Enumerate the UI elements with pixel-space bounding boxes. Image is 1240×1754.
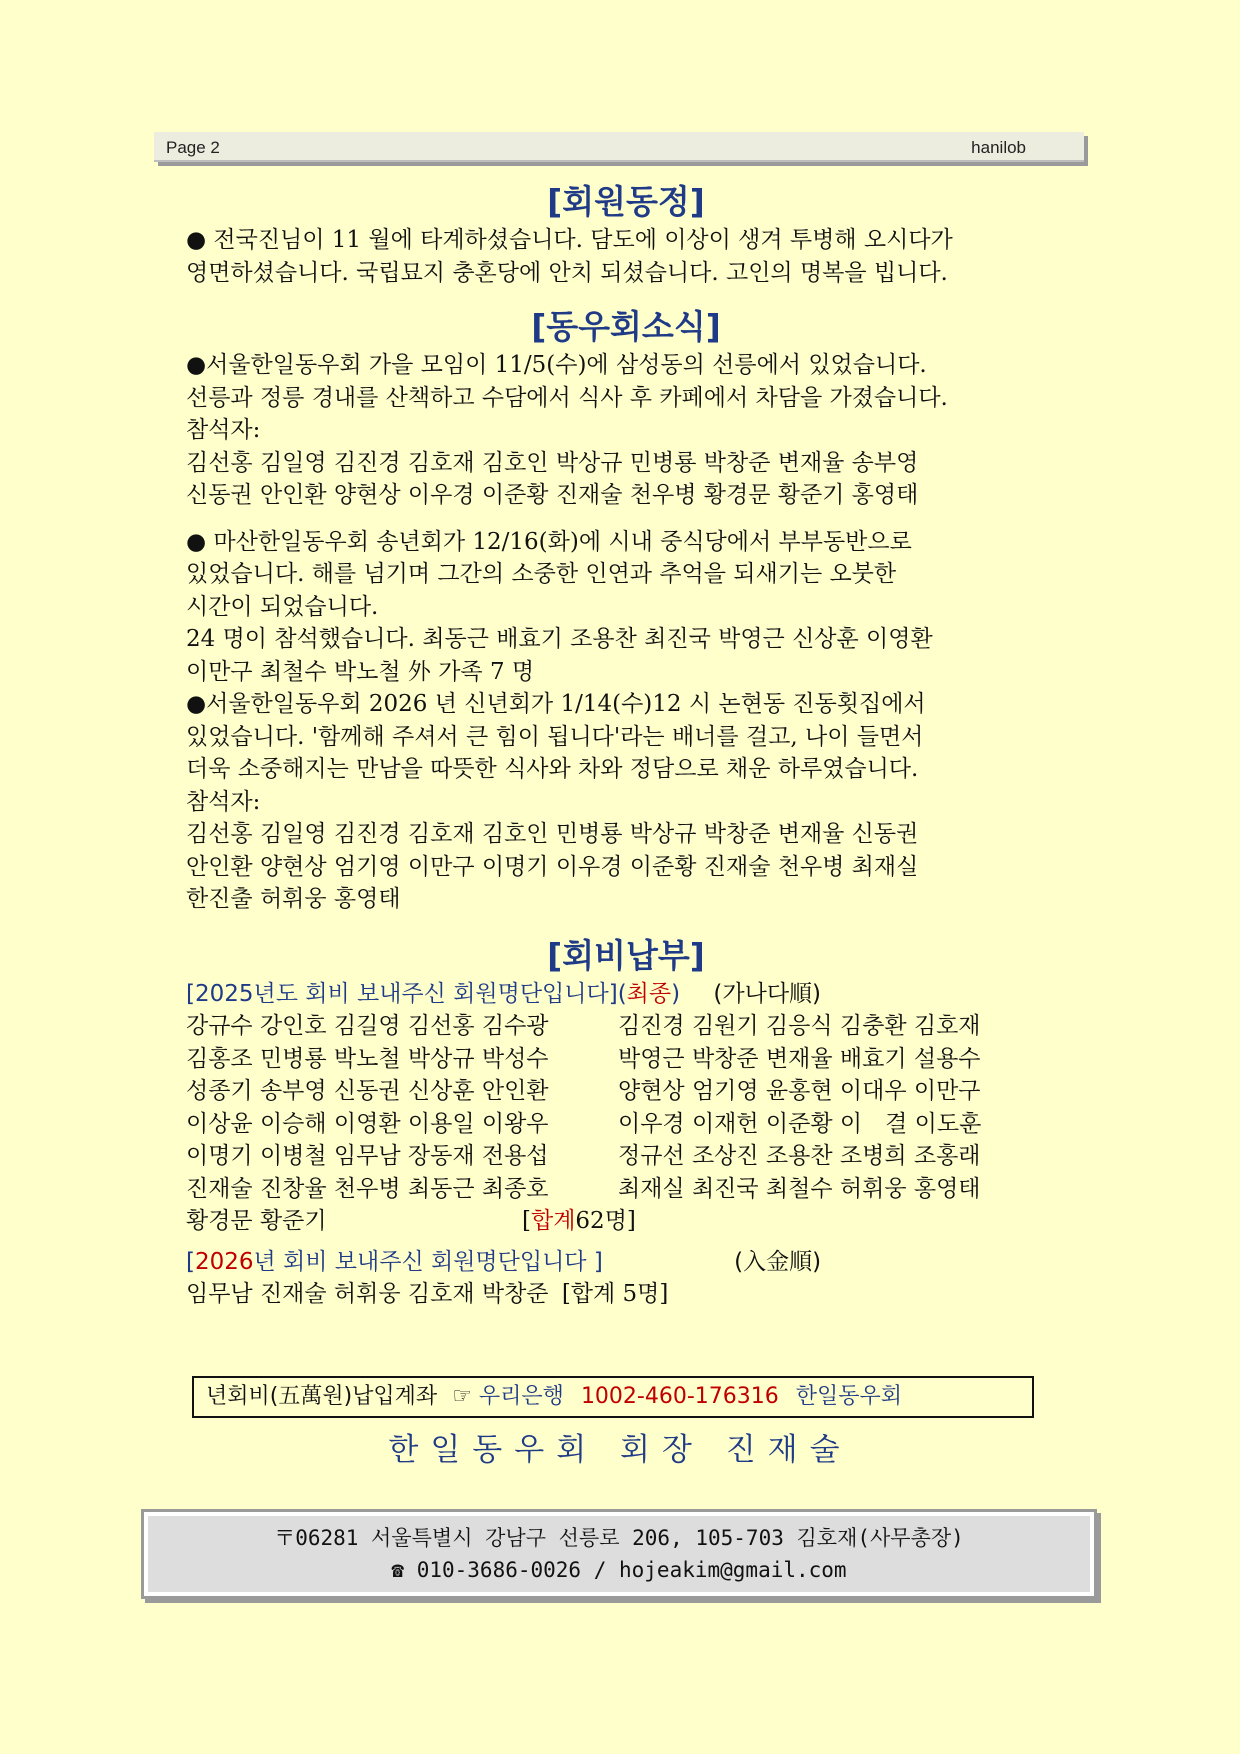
club-line: 신동권 안인환 양현상 이우경 이준황 진재술 천우병 황경문 황준기 홍영태 bbox=[186, 482, 919, 508]
section-title-club-news: [동우회소식] bbox=[531, 307, 721, 346]
dues-2025-heading bbox=[186, 978, 1066, 1011]
newsletter-name: hanilob bbox=[971, 138, 1026, 157]
dues-names-left: 강규수 강인호 김길영 김선홍 김수광 bbox=[186, 1013, 549, 1039]
dues-2026-total: [합계 5명] bbox=[561, 1281, 669, 1307]
dues-names-left: 이상윤 이승해 이영환 이용일 이왕우 bbox=[186, 1110, 549, 1137]
club-line: ● 마산한일동우회 송년회가 12/16(화)에 시내 중식당에서 부부동반으로 bbox=[186, 528, 912, 555]
account-number: 1002-460-176316 bbox=[580, 1384, 779, 1409]
section-title-member-news: [회원동정] bbox=[547, 182, 705, 221]
dues-names-left: 성종기 송부영 신동권 신상훈 안인환 bbox=[186, 1078, 549, 1104]
club-line: 이만구 최철수 박노철 外 가족 7 명 bbox=[186, 658, 535, 685]
dues-names-right: 김진경 김원기 김응식 김충환 김호재 bbox=[618, 1013, 981, 1039]
news-line: 영면하셨습니다. 국립묘지 충혼당에 안치 되셨습니다. 고인의 명복을 빕니다. bbox=[186, 259, 948, 286]
club-line: 안인환 양현상 엄기영 이만구 이명기 이우경 이준황 진재술 천우병 최재실 bbox=[186, 853, 919, 880]
footer-contact bbox=[144, 1512, 1094, 1596]
dues-row bbox=[186, 1173, 1066, 1206]
dues-2026-year: 2026 bbox=[194, 1248, 254, 1275]
dues-row-last bbox=[186, 1205, 1066, 1238]
dues-names-right: 정규선 조상진 조용찬 조병희 조홍래 bbox=[618, 1143, 981, 1169]
dues-2026-title: 년 회비 보내주신 회원명단입니다 ] bbox=[253, 1248, 603, 1275]
account-box bbox=[192, 1376, 1034, 1418]
footer-address: 〒06281 서울특별시 강남구 선릉로 206, 105-703 김호재(사무총장) bbox=[274, 1526, 964, 1550]
dues-row bbox=[186, 1010, 1066, 1043]
dues-2025-title: [2025년도 회비 보내주신 회원명단입니다] bbox=[186, 980, 618, 1007]
dues-2025-order: (가나다順) bbox=[713, 980, 822, 1007]
news-line: ● 전국진님이 11 월에 타계하셨습니다. 담도에 이상이 생겨 투병해 오시다가 bbox=[186, 227, 953, 253]
bracket: [ bbox=[522, 1208, 531, 1234]
section-title-dues: [회비납부] bbox=[547, 935, 705, 975]
dues-names-left: 진재술 진창율 천우병 최동근 최종호 bbox=[186, 1175, 549, 1202]
club-line: 있었습니다. 해를 넘기며 그간의 소중한 인연과 추억을 되새기는 오붓한 bbox=[186, 561, 897, 587]
page-header bbox=[154, 132, 1084, 162]
footer-phone-email: ☎ 010-3686-0026 / hojeakim@gmail.com bbox=[391, 1558, 847, 1582]
bracket: [ bbox=[186, 1248, 195, 1275]
president-signature: 한일동우회 회장 진재술 bbox=[388, 1432, 852, 1468]
club-line: ●서울한일동우회 2026 년 신년회가 1/14(수)12 시 논현동 진동횟집에서 bbox=[186, 691, 926, 717]
club-line: 김선홍 김일영 김진경 김호재 김호인 박상규 민병룡 박창준 변재율 송부영 bbox=[186, 449, 919, 476]
account-label: 년회비(五萬원)납입계좌 bbox=[206, 1384, 438, 1409]
page-content bbox=[186, 180, 1066, 1311]
club-line: 시간이 되었습니다. bbox=[186, 593, 379, 620]
club-line: 참석자: bbox=[186, 788, 261, 815]
dues-row bbox=[186, 1043, 1066, 1076]
dues-2026-names: 임무남 진재술 허휘웅 김호재 박창준 bbox=[186, 1281, 549, 1307]
dues-names-last: 황경문 황준기 bbox=[186, 1208, 327, 1234]
dues-names-right: 이우경 이재헌 이준황 이 결 이도훈 bbox=[618, 1110, 982, 1137]
dues-names-right: 양현상 엄기영 윤홍현 이대우 이만구 bbox=[618, 1078, 981, 1104]
dues-names-right: 박영근 박창준 변재율 배효기 설용수 bbox=[618, 1045, 981, 1072]
dues-names-right: 최재실 최진국 최철수 허휘웅 홍영태 bbox=[618, 1175, 981, 1202]
dues-names-left: 김홍조 민병룡 박노철 박상규 박성수 bbox=[186, 1045, 549, 1072]
club-line: 있었습니다. '함께해 주셔서 큰 힘이 됩니다'라는 배너를 걸고, 나이 들면서 bbox=[186, 723, 924, 750]
paren: ) bbox=[671, 980, 681, 1007]
club-line: 한진출 허휘웅 홍영태 bbox=[186, 886, 401, 912]
final-label: 최종 bbox=[626, 980, 672, 1007]
account-holder: 한일동우회 bbox=[795, 1384, 903, 1409]
club-line: 더욱 소중해지는 만남을 따뜻한 식사와 차와 정담으로 채운 하루였습니다. bbox=[186, 756, 919, 782]
dues-2026-line bbox=[186, 1278, 1066, 1311]
dues-row bbox=[186, 1075, 1066, 1108]
total-value: 62명] bbox=[575, 1208, 636, 1234]
club-line: 김선홍 김일영 김진경 김호재 김호인 민병룡 박상규 박창준 변재율 신동권 bbox=[186, 821, 919, 847]
paren: ( bbox=[617, 980, 627, 1007]
dues-2026-heading bbox=[186, 1246, 1066, 1279]
club-line: 참석자: bbox=[186, 417, 261, 443]
dues-names-left: 이명기 이병철 임무남 장동재 전용섭 bbox=[186, 1143, 549, 1169]
pointer-icon: ☞ bbox=[452, 1384, 472, 1409]
page-number: Page 2 bbox=[166, 138, 220, 157]
dues-2026-order: (入金順) bbox=[734, 1248, 822, 1275]
club-line: 24 명이 참석했습니다. 최동근 배효기 조용찬 최진국 박영근 신상훈 이영환 bbox=[186, 626, 933, 652]
bank-name: 우리은행 bbox=[478, 1384, 564, 1409]
dues-row bbox=[186, 1140, 1066, 1173]
club-line: 선릉과 정릉 경내를 산책하고 수담에서 식사 후 카페에서 차담을 가졌습니다. bbox=[186, 384, 948, 411]
club-line: ●서울한일동우회 가을 모임이 11/5(수)에 삼성동의 선릉에서 있었습니다. bbox=[186, 352, 927, 378]
total-label: 합계 bbox=[530, 1208, 576, 1234]
dues-row bbox=[186, 1108, 1066, 1141]
